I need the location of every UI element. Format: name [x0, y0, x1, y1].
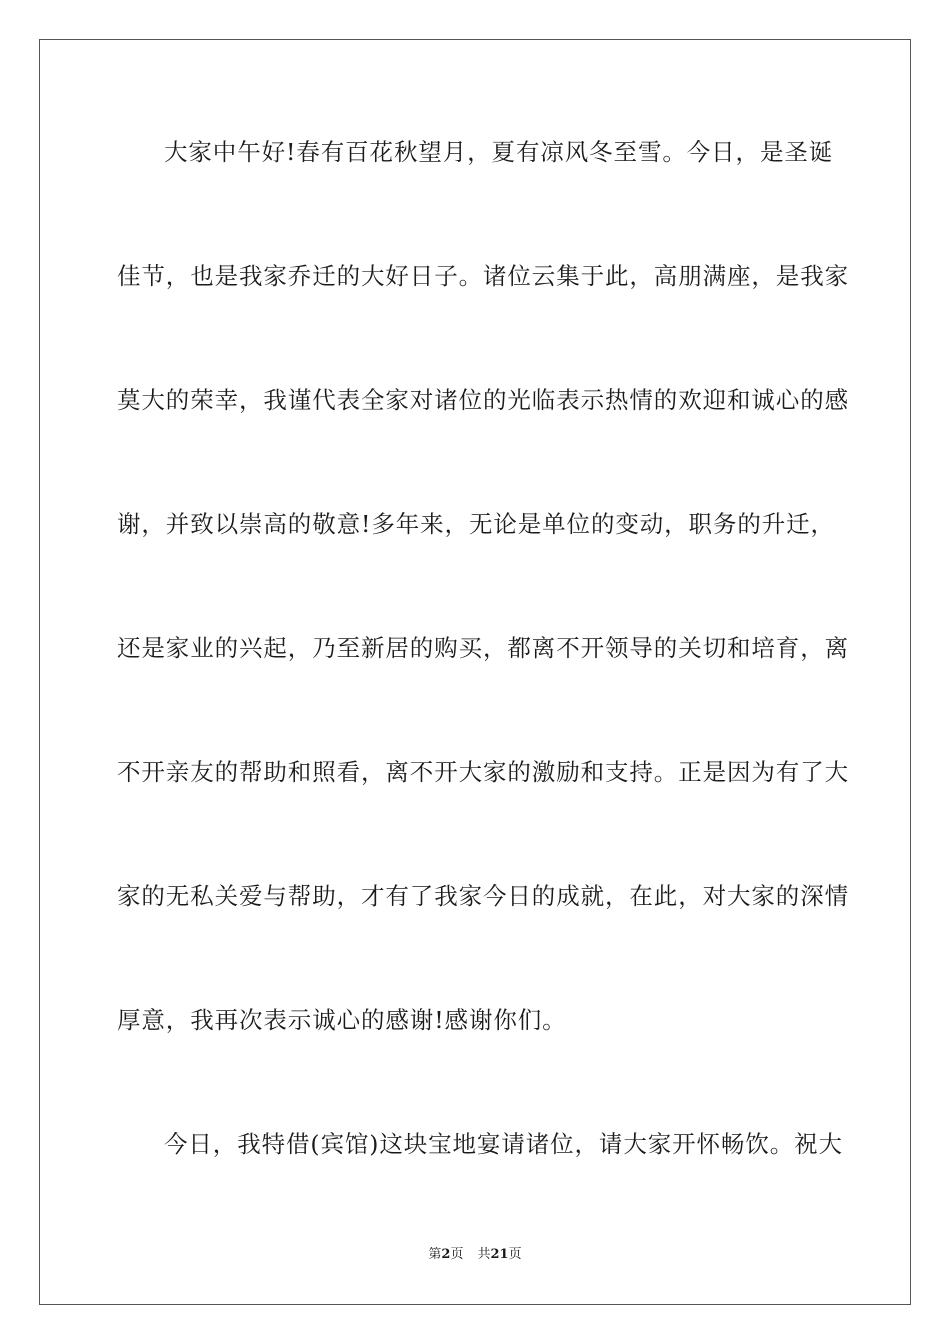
page-footer	[0, 1246, 950, 1264]
footer-total-prefix: 共	[477, 1247, 491, 1262]
paragraph-line-1: 大家中午好!春有百花秋望月，夏有凉风冬至雪。今日，是圣诞	[164, 138, 834, 166]
paragraph-line-5: 还是家业的兴起，乃至新居的购买，都离不开领导的关切和培育，离	[117, 634, 849, 662]
footer-page-prefix: 第	[428, 1247, 442, 1262]
page-border	[39, 39, 911, 1305]
paragraph-line-4: 谢，并致以崇高的敬意!多年来，无论是单位的变动，职务的升迁，	[117, 510, 835, 538]
paragraph-line-9: 今日，我特借(宾馆)这块宝地宴请诸位，请大家开怀畅饮。祝大	[164, 1130, 843, 1158]
footer-page-suffix: 页	[450, 1247, 464, 1262]
paragraph-line-7: 家的无私关爱与帮助，才有了我家今日的成就，在此，对大家的深情	[117, 882, 849, 910]
footer-page-number: 2	[441, 1247, 451, 1262]
paragraph-line-2: 佳节，也是我家乔迁的大好日子。诸位云集于此，高朋满座，是我家	[117, 262, 849, 290]
footer-total-pages: 21	[490, 1247, 509, 1262]
footer-total-suffix: 页	[508, 1247, 522, 1262]
paragraph-line-6: 不开亲友的帮助和照看，离不开大家的激励和支持。正是因为有了大	[117, 758, 849, 786]
paragraph-line-8: 厚意，我再次表示诚心的感谢!感谢你们。	[117, 1006, 567, 1034]
paragraph-line-3: 莫大的荣幸，我谨代表全家对诸位的光临表示热情的欢迎和诚心的感	[117, 386, 849, 414]
